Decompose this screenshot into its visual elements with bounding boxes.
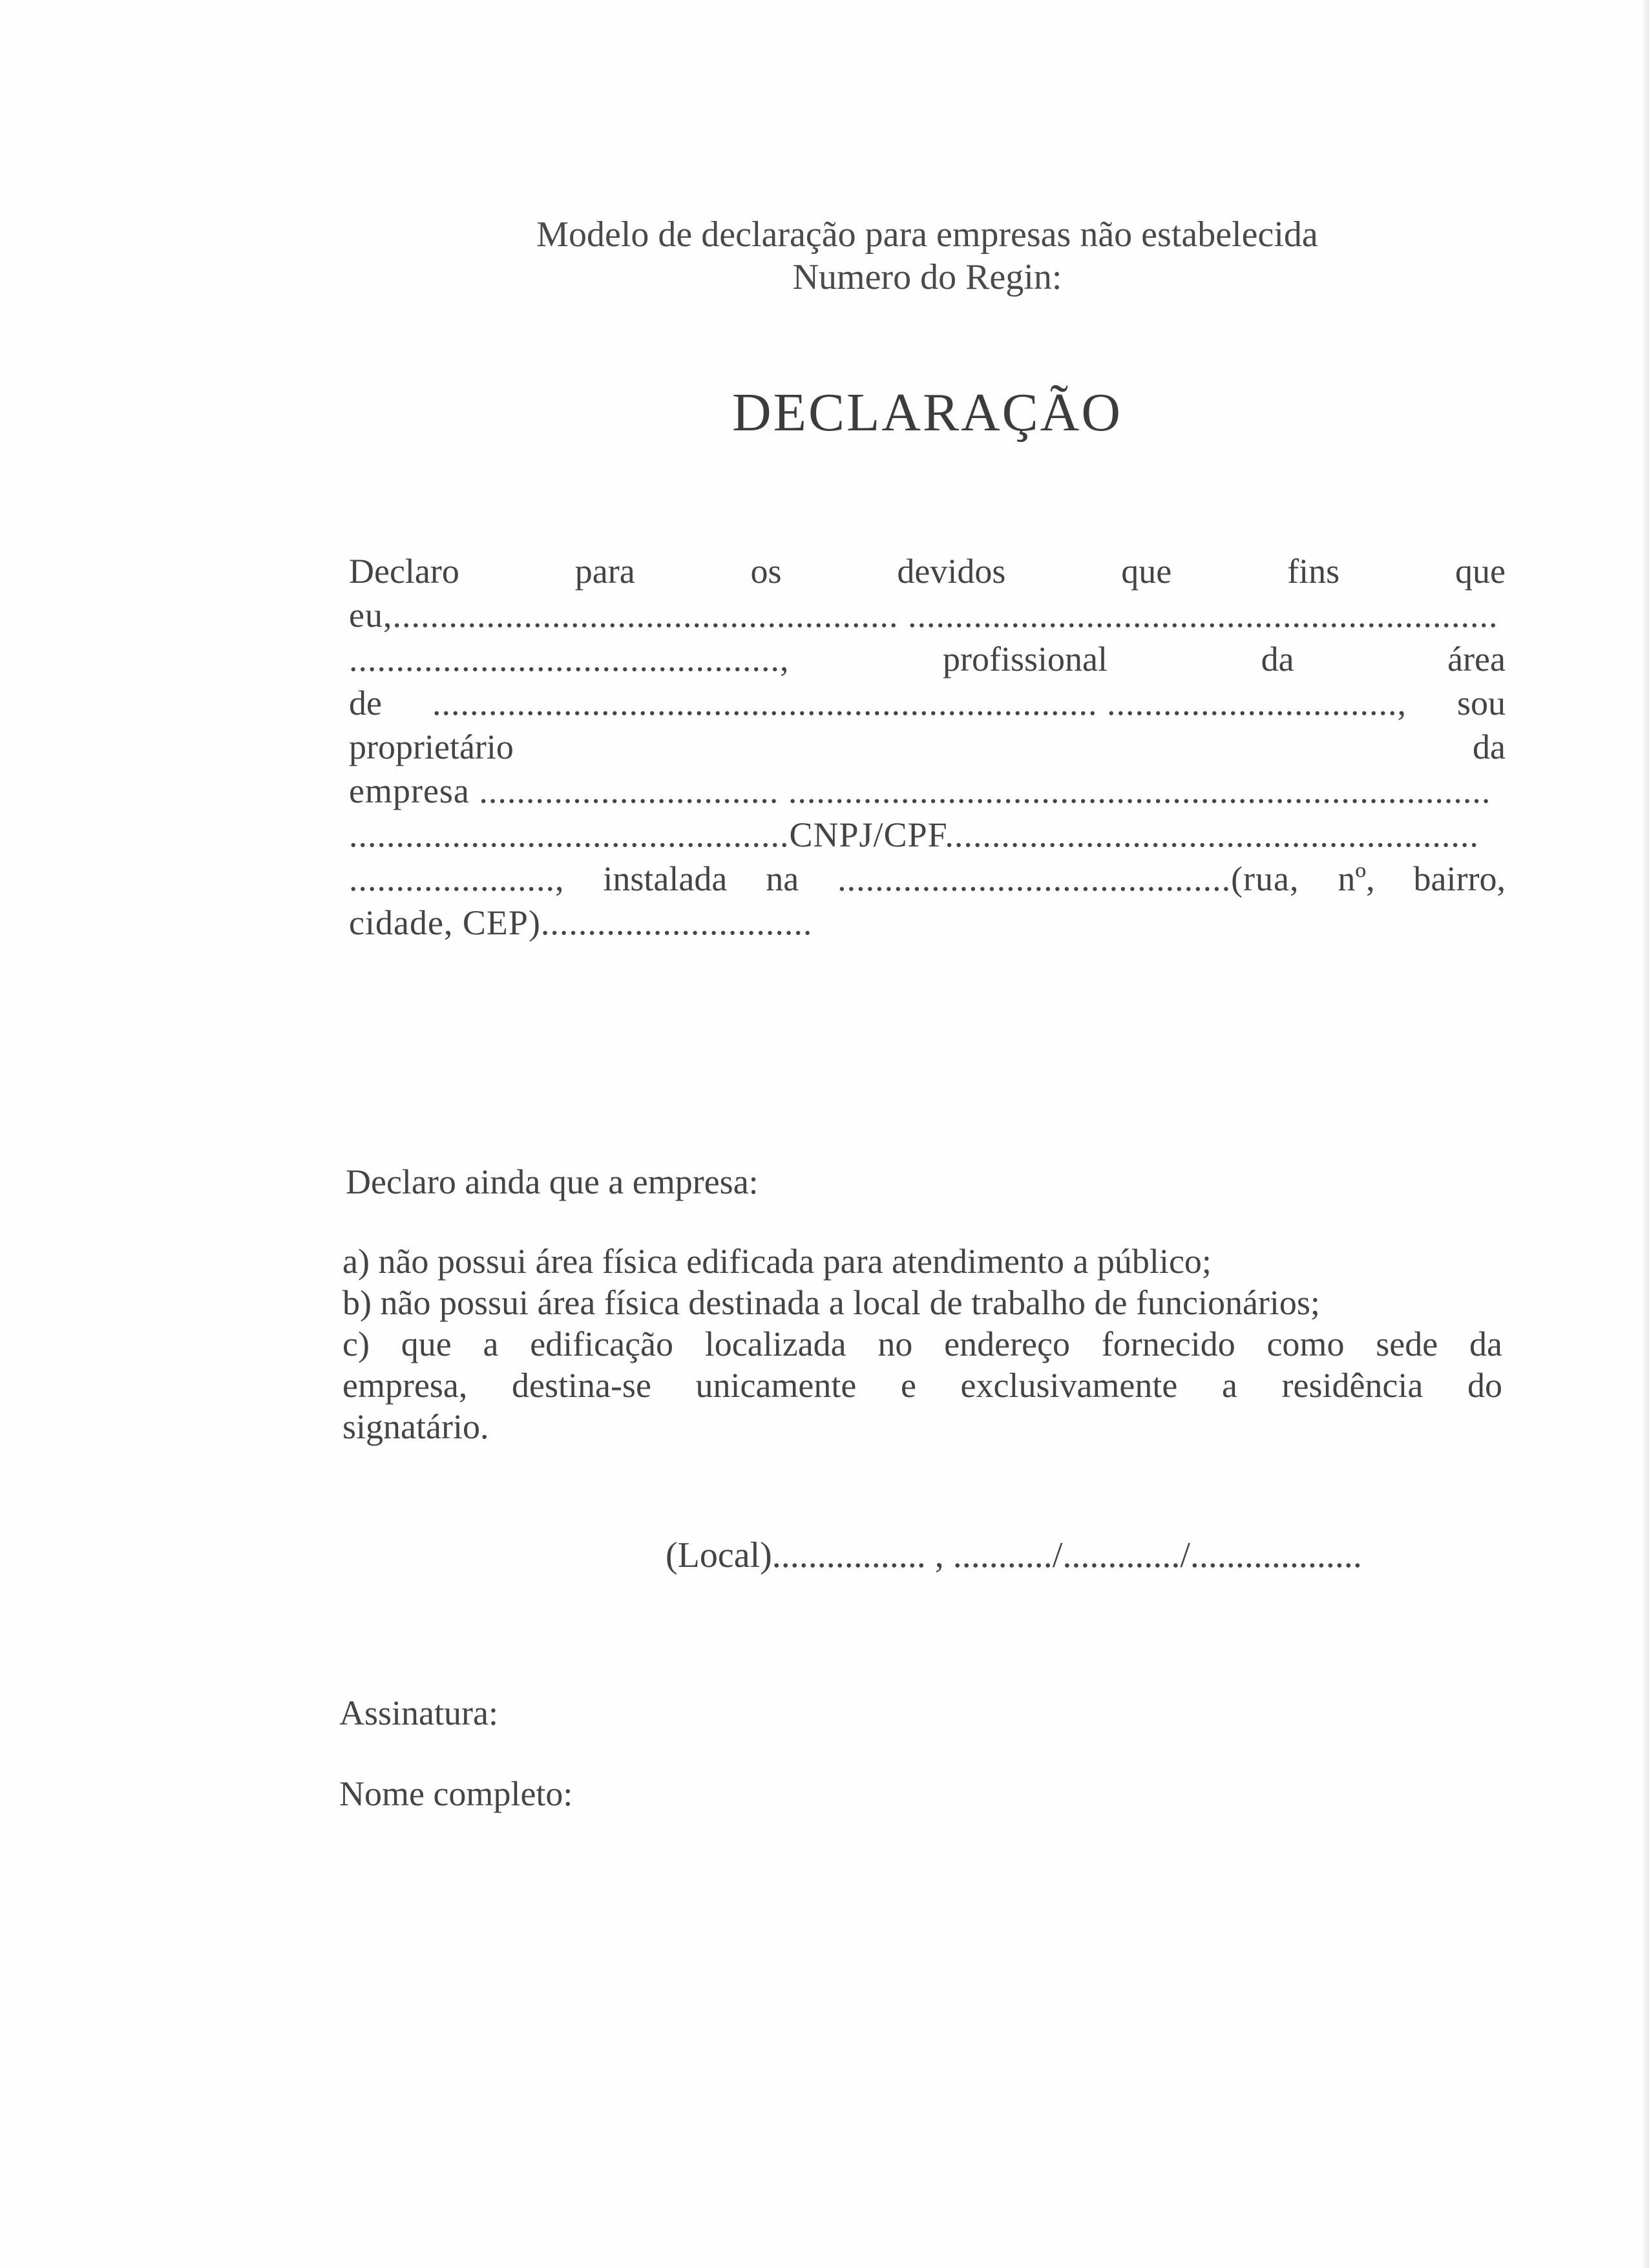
word: fins xyxy=(1287,552,1340,591)
paragraph-row-1 xyxy=(349,549,1506,593)
paragraph-row-3 xyxy=(349,637,1506,681)
word: unicamente xyxy=(695,1366,857,1405)
word: no xyxy=(877,1325,913,1363)
word: exclusivamente xyxy=(960,1366,1178,1405)
word: profissional xyxy=(943,640,1108,678)
fill-dots: ......................, xyxy=(349,859,565,898)
signature-label: Assinatura: xyxy=(339,1694,498,1732)
word: que xyxy=(401,1325,452,1363)
word: área xyxy=(1447,640,1506,678)
document-header xyxy=(362,213,1493,299)
declaration-items xyxy=(342,1241,1502,1447)
word: da xyxy=(1261,640,1294,678)
word: endereço xyxy=(944,1325,1071,1363)
word: nº, xyxy=(1338,859,1375,898)
word: sou xyxy=(1456,684,1506,722)
paragraph-row-8 xyxy=(349,857,1506,901)
word: devidos xyxy=(897,552,1006,591)
area-fill-line: ....................................................................... ..............................., xyxy=(432,684,1407,722)
word: Declaro xyxy=(349,552,459,591)
word: empresa, xyxy=(342,1366,468,1405)
name-fill-line: eu,...................................................... ............................................................... xyxy=(349,596,1498,635)
full-name-label: Nome completo: xyxy=(339,1774,573,1813)
word: que xyxy=(1121,552,1172,591)
cnpj-fill-line: ...............................................CNPJ/CPF......................................................... xyxy=(349,815,1479,854)
word: e xyxy=(900,1366,916,1405)
fill-dots: .............................................., xyxy=(349,640,790,678)
word: instalada xyxy=(603,859,728,898)
paragraph-row-2 xyxy=(349,593,1506,637)
word: os xyxy=(750,552,782,591)
word: localizada xyxy=(704,1325,846,1363)
paragraph-row-4 xyxy=(349,681,1506,725)
cep-fill-line: cidade, CEP)............................. xyxy=(349,903,813,942)
item-b: b) não possui área física destinada a local de trabalho de funcionários; xyxy=(342,1283,1320,1322)
paragraph-row-7 xyxy=(349,813,1506,857)
word: a xyxy=(483,1325,499,1363)
scan-edge xyxy=(1641,0,1649,2268)
word: como xyxy=(1266,1325,1345,1363)
word: do xyxy=(1467,1366,1502,1405)
local-date-line: (Local)................. , .........../............./................... xyxy=(666,1535,1362,1575)
item-c-row-2 xyxy=(342,1365,1502,1406)
word: da xyxy=(1469,1325,1502,1363)
company-fill-line: empresa ................................ ........................................................................... xyxy=(349,772,1491,810)
word: proprietário xyxy=(349,728,514,766)
section-intro: Declaro ainda que a empresa: xyxy=(346,1162,759,1201)
header-line-2: Numero do Regin: xyxy=(792,257,1062,297)
word: fornecido xyxy=(1101,1325,1235,1363)
paragraph-row-9 xyxy=(349,901,1506,945)
word: a xyxy=(1221,1366,1237,1405)
item-c-row-3: signatário. xyxy=(342,1407,489,1446)
item-c-row-1 xyxy=(342,1323,1502,1365)
word: destina-se xyxy=(511,1366,651,1405)
document-title: DECLARAÇÃO xyxy=(731,383,1122,443)
word: que xyxy=(1455,552,1506,591)
word: na xyxy=(766,859,799,898)
word: c) xyxy=(342,1325,370,1363)
item-a: a) não possui área física edificada para atendimento a público; xyxy=(342,1242,1212,1281)
word: da xyxy=(1473,728,1506,766)
paragraph-row-6 xyxy=(349,769,1506,813)
word: edificação xyxy=(530,1325,674,1363)
word: residência xyxy=(1281,1366,1423,1405)
word: de xyxy=(349,684,382,722)
paragraph-row-5 xyxy=(349,725,1506,769)
word: bairro, xyxy=(1413,859,1506,898)
word: para xyxy=(574,552,635,591)
address-fill-line: ..........................................(rua, xyxy=(837,859,1299,898)
header-line-1: Modelo de declaração para empresas não estabelecida xyxy=(536,215,1318,255)
word: sede xyxy=(1376,1325,1438,1363)
declaration-paragraph xyxy=(349,549,1506,945)
